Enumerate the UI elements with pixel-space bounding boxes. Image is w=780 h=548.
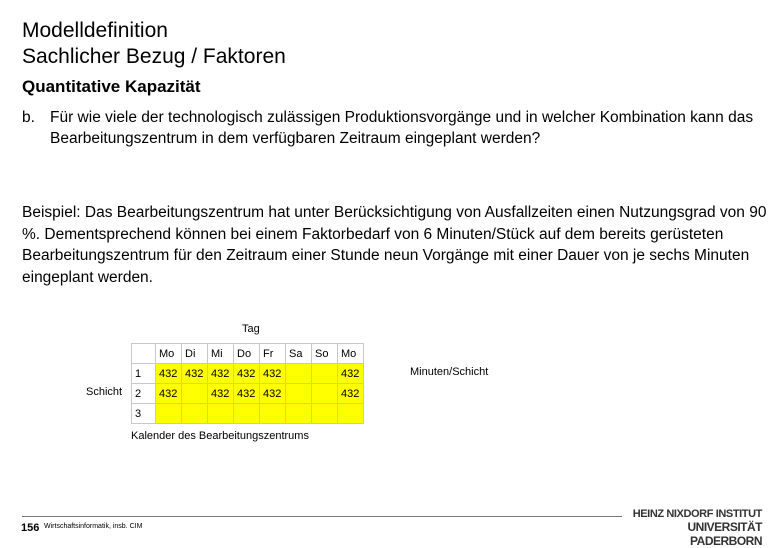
calendar-cell — [208, 404, 234, 424]
calendar-cell: 432 — [338, 384, 364, 404]
footer-text: Wirtschaftsinformatik, insb. CIM — [44, 523, 143, 530]
calendar-cell: 432 — [208, 364, 234, 384]
calendar-day-header: Di — [182, 344, 208, 364]
calendar-cell — [312, 364, 338, 384]
calendar-shift-row — [132, 364, 364, 384]
calendar-shift-number: 1 — [132, 364, 156, 384]
institute-logo — [628, 508, 762, 548]
calendar-cell — [312, 384, 338, 404]
calendar-cell — [156, 404, 182, 424]
calendar-day-header: Fr — [260, 344, 286, 364]
calendar-cell: 432 — [234, 384, 260, 404]
calendar-day-header: Sa — [286, 344, 312, 364]
logo-line-2: UNIVERSITÄT PADERBORN — [687, 520, 762, 548]
calendar-day-header: Mo — [338, 344, 364, 364]
logo-line-1: HEINZ NIXDORF INSTITUT — [632, 508, 762, 520]
calendar-unit-label: Minuten/Schicht — [410, 366, 489, 378]
calendar-cell — [260, 404, 286, 424]
title-line-2: Sachlicher Bezug / Faktoren — [22, 45, 286, 68]
calendar-cell: 432 — [208, 384, 234, 404]
slide-title — [22, 18, 286, 70]
title-line-1: Modelldefinition — [22, 19, 168, 42]
calendar-cell: 432 — [338, 364, 364, 384]
calendar-table — [131, 343, 364, 424]
calendar-corner-cell — [132, 344, 156, 364]
calendar-row-label: Schicht — [86, 386, 123, 398]
calendar-header-label: Tag — [242, 323, 260, 335]
example-text: Beispiel: Das Bearbeitungszentrum hat unter Berücksichtigung von Ausfallzeiten einen Nutzungsgrad von 90 %. Dementsprechend können bei einem Faktorbedarf von 6 Minuten/Stück auf dem bereits gerüsteten Bearbeitungszentrum für den Zeitraum einer Stunde neun Vorgänge mit einer Dauer von je sechs Minuten eingeplant werden. — [22, 204, 767, 286]
calendar-header-row — [132, 344, 364, 364]
calendar-cell — [286, 404, 312, 424]
calendar-shift-row — [132, 404, 364, 424]
calendar-cell: 432 — [156, 384, 182, 404]
calendar-cell — [182, 384, 208, 404]
calendar-cell — [182, 404, 208, 424]
question-marker: b. — [22, 109, 35, 126]
question-block — [22, 107, 762, 149]
calendar-day-header: Mo — [156, 344, 182, 364]
question-text: Für wie viele der technologisch zulässigen Produktionsvorgänge und in welcher Kombination kann das Bearbeitungszentrum in dem verfügbaren Zeitraum eingeplant werden? — [50, 109, 754, 147]
slide-subtitle: Quantitative Kapazität — [22, 77, 201, 96]
calendar-cell: 432 — [260, 384, 286, 404]
calendar-cell — [338, 404, 364, 424]
calendar-day-header: So — [312, 344, 338, 364]
calendar-day-header: Mi — [208, 344, 234, 364]
calendar-shift-number: 2 — [132, 384, 156, 404]
calendar-shift-row — [132, 384, 364, 404]
page-number: 156 — [21, 522, 40, 534]
calendar-cell: 432 — [182, 364, 208, 384]
calendar-cell — [312, 404, 338, 424]
calendar-shift-number: 3 — [132, 404, 156, 424]
calendar-cell: 432 — [156, 364, 182, 384]
calendar-cell: 432 — [260, 364, 286, 384]
calendar-cell — [234, 404, 260, 424]
calendar-cell: 432 — [234, 364, 260, 384]
calendar-day-header: Do — [234, 344, 260, 364]
calendar-cell — [286, 384, 312, 404]
footer-divider — [22, 516, 622, 517]
calendar-cell — [286, 364, 312, 384]
calendar-caption: Kalender des Bearbeitungszentrums — [131, 430, 309, 442]
